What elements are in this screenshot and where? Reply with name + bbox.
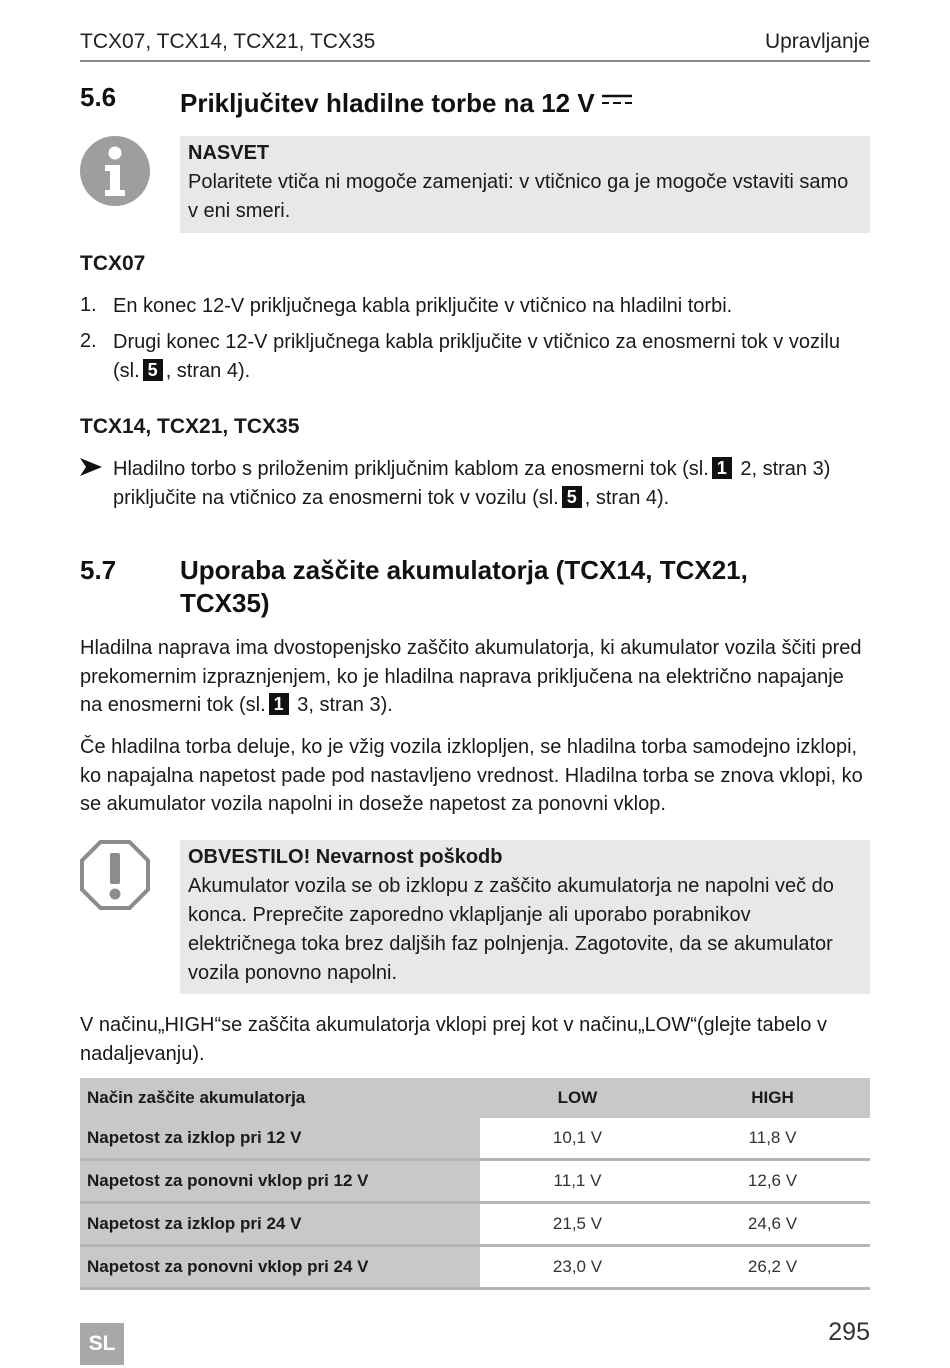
table-cell: 21,5 V — [480, 1203, 675, 1246]
subheading-tcx-multi: TCX14, TCX21, TCX35 — [80, 415, 300, 438]
step-number: 1. — [80, 294, 97, 316]
dc-symbol-icon — [602, 81, 632, 114]
paragraph — [80, 634, 870, 720]
action-text-part: Hladilno torbo s priloženim priključnim kablom za enosmerni tok (sl. — [113, 458, 709, 480]
table-cell: 24,6 V — [675, 1203, 870, 1246]
warning-note — [180, 840, 870, 994]
row-label: Napetost za ponovni vklop pri 12 V — [80, 1160, 480, 1203]
section-number: 5.7 — [80, 555, 117, 585]
paragraph-part: 3, stran 3). — [291, 694, 393, 716]
header-rule — [80, 60, 870, 62]
step-text-part: , stran 4). — [165, 359, 251, 382]
table-cell: 12,6 V — [675, 1160, 870, 1203]
warning-text: Akumulator vozila se ob izklopu z zaščito akumulatorja ne napolni več do konca. Preprečite zaporedno vklapljanje ali uporabo porabnikov električnega toka brez daljših faz polnjenja. Zagotovite, da se akumulator vozila ponovno napolni. — [188, 875, 834, 984]
figure-ref: 1 — [269, 693, 289, 715]
row-label: Napetost za ponovni vklop pri 24 V — [80, 1246, 480, 1289]
table-header-cell: LOW — [480, 1078, 675, 1118]
table-row — [80, 1160, 870, 1203]
table-header-cell: Način zaščite akumulatorja — [80, 1078, 480, 1118]
table-header-row — [80, 1078, 870, 1118]
paragraph: V načinu„HIGH“se zaščita akumulatorja vklopi prej kot v načinu„LOW“(glejte tabelo v nadaljevanju). — [80, 1014, 827, 1065]
action-text — [113, 455, 870, 512]
tip-text: Polaritete vtiča ni mogoče zamenjati: v vtičnico ga je mogoče vstaviti samo v eni smeri. — [188, 171, 849, 222]
subheading-tcx07: TCX07 — [80, 252, 146, 275]
figure-ref: 5 — [143, 359, 163, 381]
tip-note — [180, 136, 870, 233]
figure-ref: 5 — [562, 486, 582, 508]
table-row — [80, 1118, 870, 1160]
running-header-models: TCX07, TCX14, TCX21, TCX35 — [80, 30, 376, 53]
table-cell: 11,1 V — [480, 1160, 675, 1203]
battery-protection-table — [80, 1078, 870, 1290]
table-cell: 26,2 V — [675, 1246, 870, 1289]
step-text: En konec 12-V priključnega kabla priključite v vtičnico na hladilni torbi. — [113, 295, 733, 317]
step-text-part: Drugi konec 12-V priključnega kabla priključite v vtičnico za enosmerni tok v vozilu (sl. — [113, 331, 840, 382]
table-header-cell: HIGH — [675, 1078, 870, 1118]
paragraph: Če hladilna torba deluje, ko je vžig vozila izklopljen, se hladilna torba samodejno izklopi, ko napajalna napetost pade pod nastavljeno vrednost. Hladilna torba se znova vklopi, ko se akumulator vozila napolni in doseže napetost za ponovni vklop. — [80, 736, 863, 815]
section-title: Uporaba zaščite akumulatorja (TCX14, TCX21, TCX35) — [180, 555, 748, 618]
step-number: 2. — [80, 330, 97, 352]
table-row — [80, 1246, 870, 1289]
table-row — [80, 1203, 870, 1246]
tip-title: NASVET — [188, 142, 270, 164]
step-text — [113, 328, 870, 385]
figure-ref: 1 — [712, 457, 732, 479]
action-text-part: 2, stran 3) priključite na vtičnico za enosmerni tok v vozilu (sl. — [113, 458, 831, 509]
running-header-section: Upravljanje — [764, 30, 870, 53]
table-cell: 23,0 V — [480, 1246, 675, 1289]
warning-title: OBVESTILO! Nevarnost poškodb — [188, 846, 503, 868]
section-title — [180, 81, 860, 120]
section-number: 5.6 — [80, 82, 117, 112]
section-title-text: Priključitev hladilne torbe na 12 V — [180, 88, 595, 118]
page-number: 295 — [828, 1318, 870, 1346]
table-cell: 10,1 V — [480, 1118, 675, 1160]
warning-icon — [80, 840, 150, 915]
action-text-part: , stran 4). — [584, 486, 670, 509]
arrow-bullet-icon — [80, 458, 102, 481]
paragraph-part: Hladilna naprava ima dvostopenjsko zaščito akumulatorja, ki akumulator vozila ščiti pred prekomernim izpraznjenjem, ko je hladilna naprava priključena na električno napajanje na enosmerni tok (sl. — [80, 637, 862, 716]
language-badge: SL — [80, 1323, 124, 1365]
table-cell: 11,8 V — [675, 1118, 870, 1160]
info-icon — [80, 136, 150, 211]
row-label: Napetost za izklop pri 24 V — [80, 1203, 480, 1246]
row-label: Napetost za izklop pri 12 V — [80, 1118, 480, 1160]
